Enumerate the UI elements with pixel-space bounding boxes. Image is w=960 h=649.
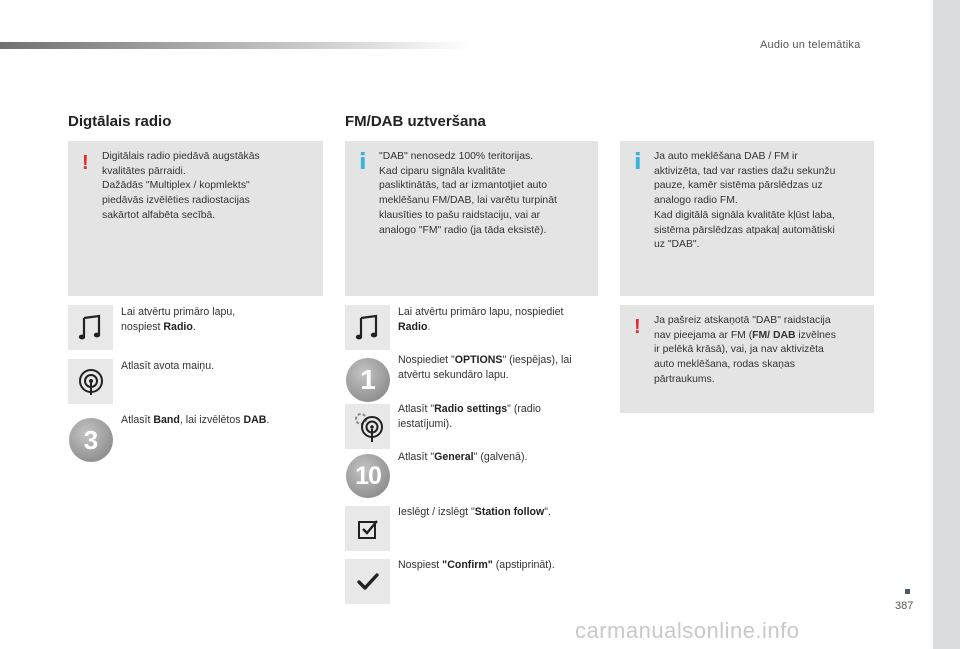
step-right-1-post: . [427,321,431,333]
note-box-auto-search [620,141,874,296]
step-right-5-post: ". [544,506,551,518]
step-right-5-bold: Station follow [474,506,545,518]
step-right-2-text: Nospiediet " [398,354,455,366]
step-right-6-post: (apstiprināt). [492,559,555,571]
note-warn-bold: FM/ DAB [752,329,796,341]
step-left-3-bold2: DAB [243,414,267,426]
step-left-1-text: Lai atvērtu primāro lapu, nospiest [121,306,236,333]
section-title-digital-radio: Digtālais radio [68,113,172,130]
info-icon: i [359,150,367,175]
step-right-6-bold: "Confirm" [442,559,493,571]
step-left-3-mid: , lai izvēlētos [179,414,244,426]
page-number: 387 [895,600,914,612]
radio-source-icon [68,359,113,404]
note-text: "DAB" nenosedz 100% teritorijas. Kad ciparu signāla kvalitāte pasliktinātās, tad ar izmantotjiet auto meklēšanu FM/DAB, lai varētu turpināt klausīties to pašu raidstaciju, vai ar analogo "FM" radio (ja tāda eksistē). [379,151,557,236]
step-right-1-bold: Radio [398,321,428,333]
step-right-6 [398,558,555,573]
step-left-1 [121,305,235,335]
step-number-badge-1: 1 [346,358,390,402]
note-warn-text: Ja pašreiz atskaņotā "DAB" raidstacija nav pieejama ar FM ( [654,315,831,341]
note-text: Digitālais radio piedāvā augstākās kvalitātes pārraidi. Dažādās "Multiplex / kopmlekts" piedāvās izvēlēties radiostacijas sakārtot alfabēta secībā. [102,151,260,221]
step-number-badge-10: 10 [346,454,390,498]
note-box-fm-unavailable [620,305,874,413]
step-right-1 [398,305,563,335]
note-box-dab-coverage [345,141,598,296]
music-note-icon [68,305,113,350]
step-right-3-bold: Radio settings [434,403,508,415]
warning-icon: ! [82,152,89,174]
music-note-icon [345,305,390,350]
step-left-3-bold: Band [153,414,180,426]
step-right-6-text: Nospiest [398,559,443,571]
step-right-3 [398,402,541,432]
step-left-3 [121,413,269,428]
note-box-digital-radio [68,141,323,296]
chapter-title: Audio un telemātika [760,39,861,51]
note-text: Ja auto meklēšana DAB / FM ir aktivizēta, tad var rasties dažu sekunžu pauze, kamēr sistēma pārslēdzas uz analogo radio FM. Kad digitālā signāla kvalitāte kļūst laba, sistēma pārslēdzas atpakaļ automātiski uz "DAB". [654,151,836,251]
step-number-badge-3: 3 [69,418,113,462]
step-right-3-text: Atlasīt " [398,403,435,415]
step-right-4-text: Atlasīt " [398,451,435,463]
step-right-2-post: " (iespējas), lai atvērtu sekundāro lapu. [398,354,572,381]
warning-icon: ! [634,316,641,338]
step-right-1-text: Lai atvērtu primāro lapu, nospiediet [398,306,564,318]
step-right-5 [398,505,551,520]
watermark: carmanualsonline.info [575,618,800,643]
step-right-2-bold: OPTIONS [454,354,503,366]
checkmark-icon [345,559,390,604]
step-right-4-bold: General [434,451,474,463]
step-right-3-post: " (radio iestatījumi). [398,403,541,430]
info-icon: i [634,150,642,175]
step-right-2 [398,353,572,383]
header-gradient-bar [0,42,470,49]
step-right-5-text: Ieslēgt / izslēgt " [398,506,475,518]
step-right-4-post: " (galvenā). [473,451,528,463]
radio-settings-icon [345,404,390,449]
page-edge-strip [933,0,960,649]
step-left-3-text: Atlasīt [121,414,154,426]
page-marker [905,589,910,594]
step-left-3-post: . [266,414,270,426]
step-left-1-bold: Radio [163,321,193,333]
step-left-2: Atlasīt avota maiņu. [121,360,215,372]
step-right-4 [398,450,527,465]
note-warn-post: izvēlnes ir pelēkā krāsā), vai, ja nav aktivizēta auto meklēšana, rodas skaņas pārtraukums. [654,329,836,385]
note-text [654,314,866,388]
section-title-fm-dab: FM/DAB uztveršana [345,113,486,130]
checkbox-icon [345,506,390,551]
step-left-1-post: . [192,321,196,333]
